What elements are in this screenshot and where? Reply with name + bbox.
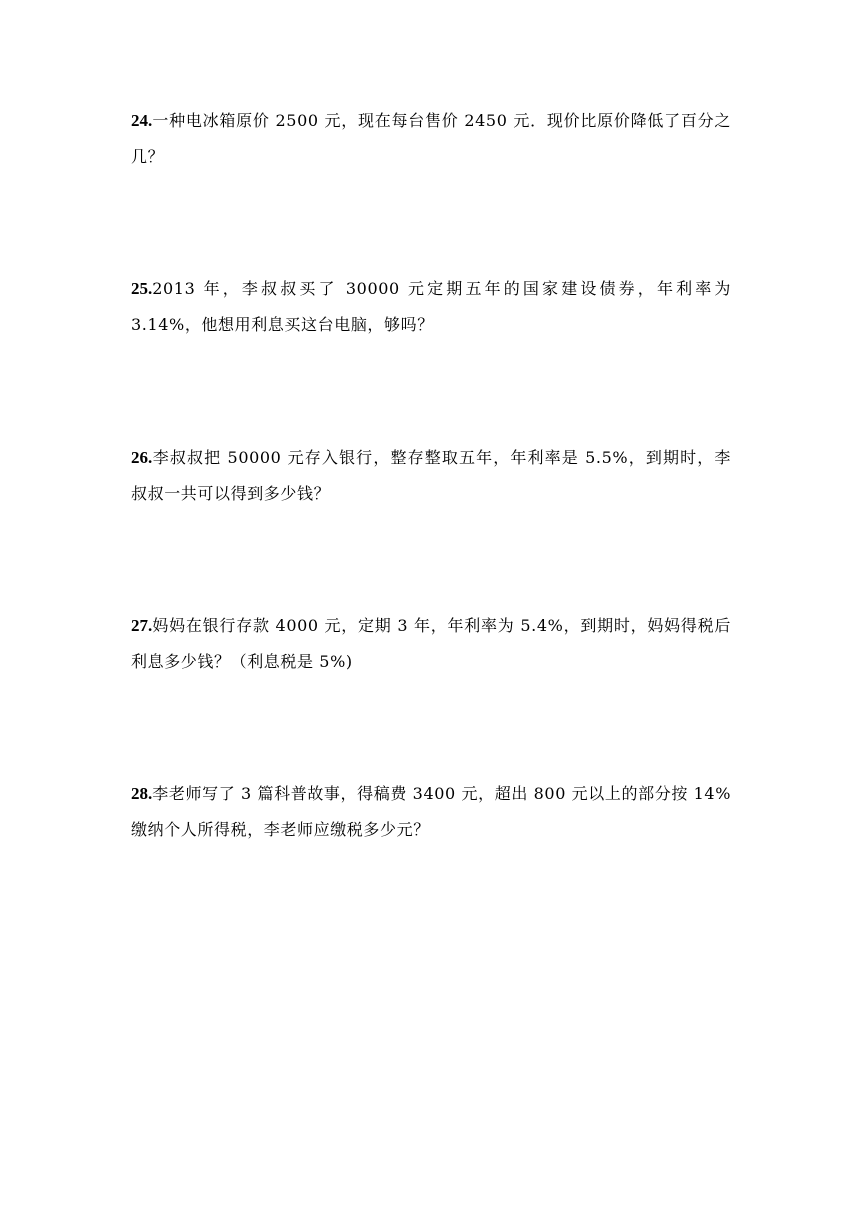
question-number: 24. <box>131 111 153 130</box>
question-28 <box>131 776 731 848</box>
question-text: 李叔叔把 50000 元存入银行，整存整取五年，年利率是 5.5%，到期时，李叔叔一共可以得到多少钱？ <box>131 448 731 503</box>
question-number: 28. <box>131 784 153 803</box>
question-text: 李老师写了 3 篇科普故事，得稿费 3400 元，超出 800 元以上的部分按 14%缴纳个人所得税，李老师应缴税多少元？ <box>131 784 731 839</box>
question-text: 妈妈在银行存款 4000 元，定期 3 年，年利率为 5.4%，到期时，妈妈得税后利息多少钱？（利息税是 5%) <box>131 616 731 671</box>
question-number: 26. <box>131 448 153 467</box>
question-text: 2013 年，李叔叔买了 30000 元定期五年的国家建设债券，年利率为 3.14%，他想用利息买这台电脑，够吗？ <box>131 279 731 334</box>
question-27 <box>131 608 731 680</box>
question-26 <box>131 440 731 512</box>
question-number: 27. <box>131 616 153 635</box>
question-number: 25. <box>131 279 153 298</box>
question-text: 一种电冰箱原价 2500 元，现在每台售价 2450 元．现价比原价降低了百分之几？ <box>131 111 731 166</box>
question-25 <box>131 271 731 343</box>
question-24 <box>131 103 731 175</box>
